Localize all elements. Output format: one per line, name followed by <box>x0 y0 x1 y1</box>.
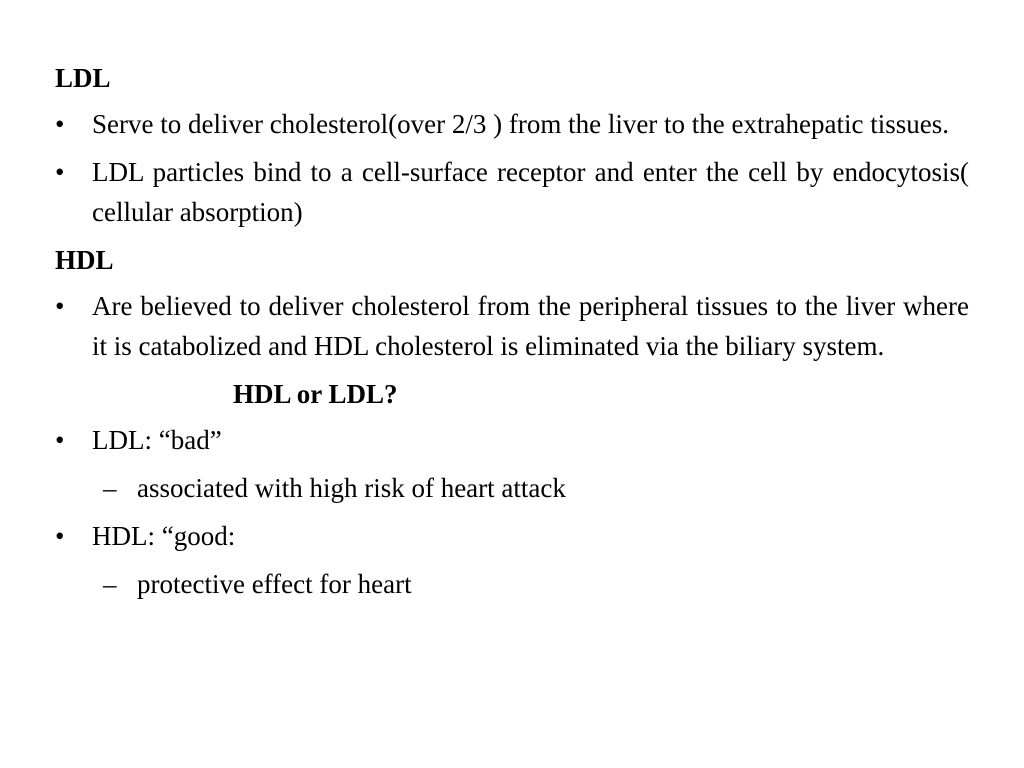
ldl-bad-bullet <box>55 420 969 460</box>
ldl-bad-detail <box>55 468 969 508</box>
hdl-bullet-1-text: Are believed to deliver cholesterol from the peripheral tissues to the liver where it is catabolized and HDL cholesterol is eliminated via the biliary system. <box>92 291 969 361</box>
bullet-icon: • <box>55 291 65 321</box>
ldl-heading: LDL <box>55 63 111 93</box>
slide-content <box>55 58 969 612</box>
dash-icon: – <box>103 569 117 599</box>
bullet-icon: • <box>55 157 65 187</box>
hdl-good-detail-text: protective effect for heart <box>137 569 412 599</box>
bullet-icon: • <box>55 425 65 455</box>
dash-icon: – <box>103 473 117 503</box>
ldl-bullet-2 <box>55 152 969 232</box>
ldl-bullet-2-text: LDL particles bind to a cell-surface receptor and enter the cell by endocytosis( cellular absorption) <box>92 157 969 227</box>
hdl-good-label: HDL: “good: <box>92 521 236 551</box>
ldl-bullet-1-text: Serve to deliver cholesterol(over 2/3 ) from the liver to the extrahepatic tissues. <box>92 109 949 139</box>
ldl-bullet-1 <box>55 104 969 144</box>
comparison-heading: HDL or LDL? <box>233 379 398 409</box>
hdl-good-detail <box>55 564 969 604</box>
hdl-good-bullet <box>55 516 969 556</box>
hdl-heading: HDL <box>55 245 114 275</box>
ldl-bad-label: LDL: “bad” <box>92 425 222 455</box>
hdl-bullet-1 <box>55 286 969 366</box>
bullet-icon: • <box>55 521 65 551</box>
bullet-icon: • <box>55 109 65 139</box>
ldl-bad-detail-text: associated with high risk of heart attack <box>137 473 566 503</box>
